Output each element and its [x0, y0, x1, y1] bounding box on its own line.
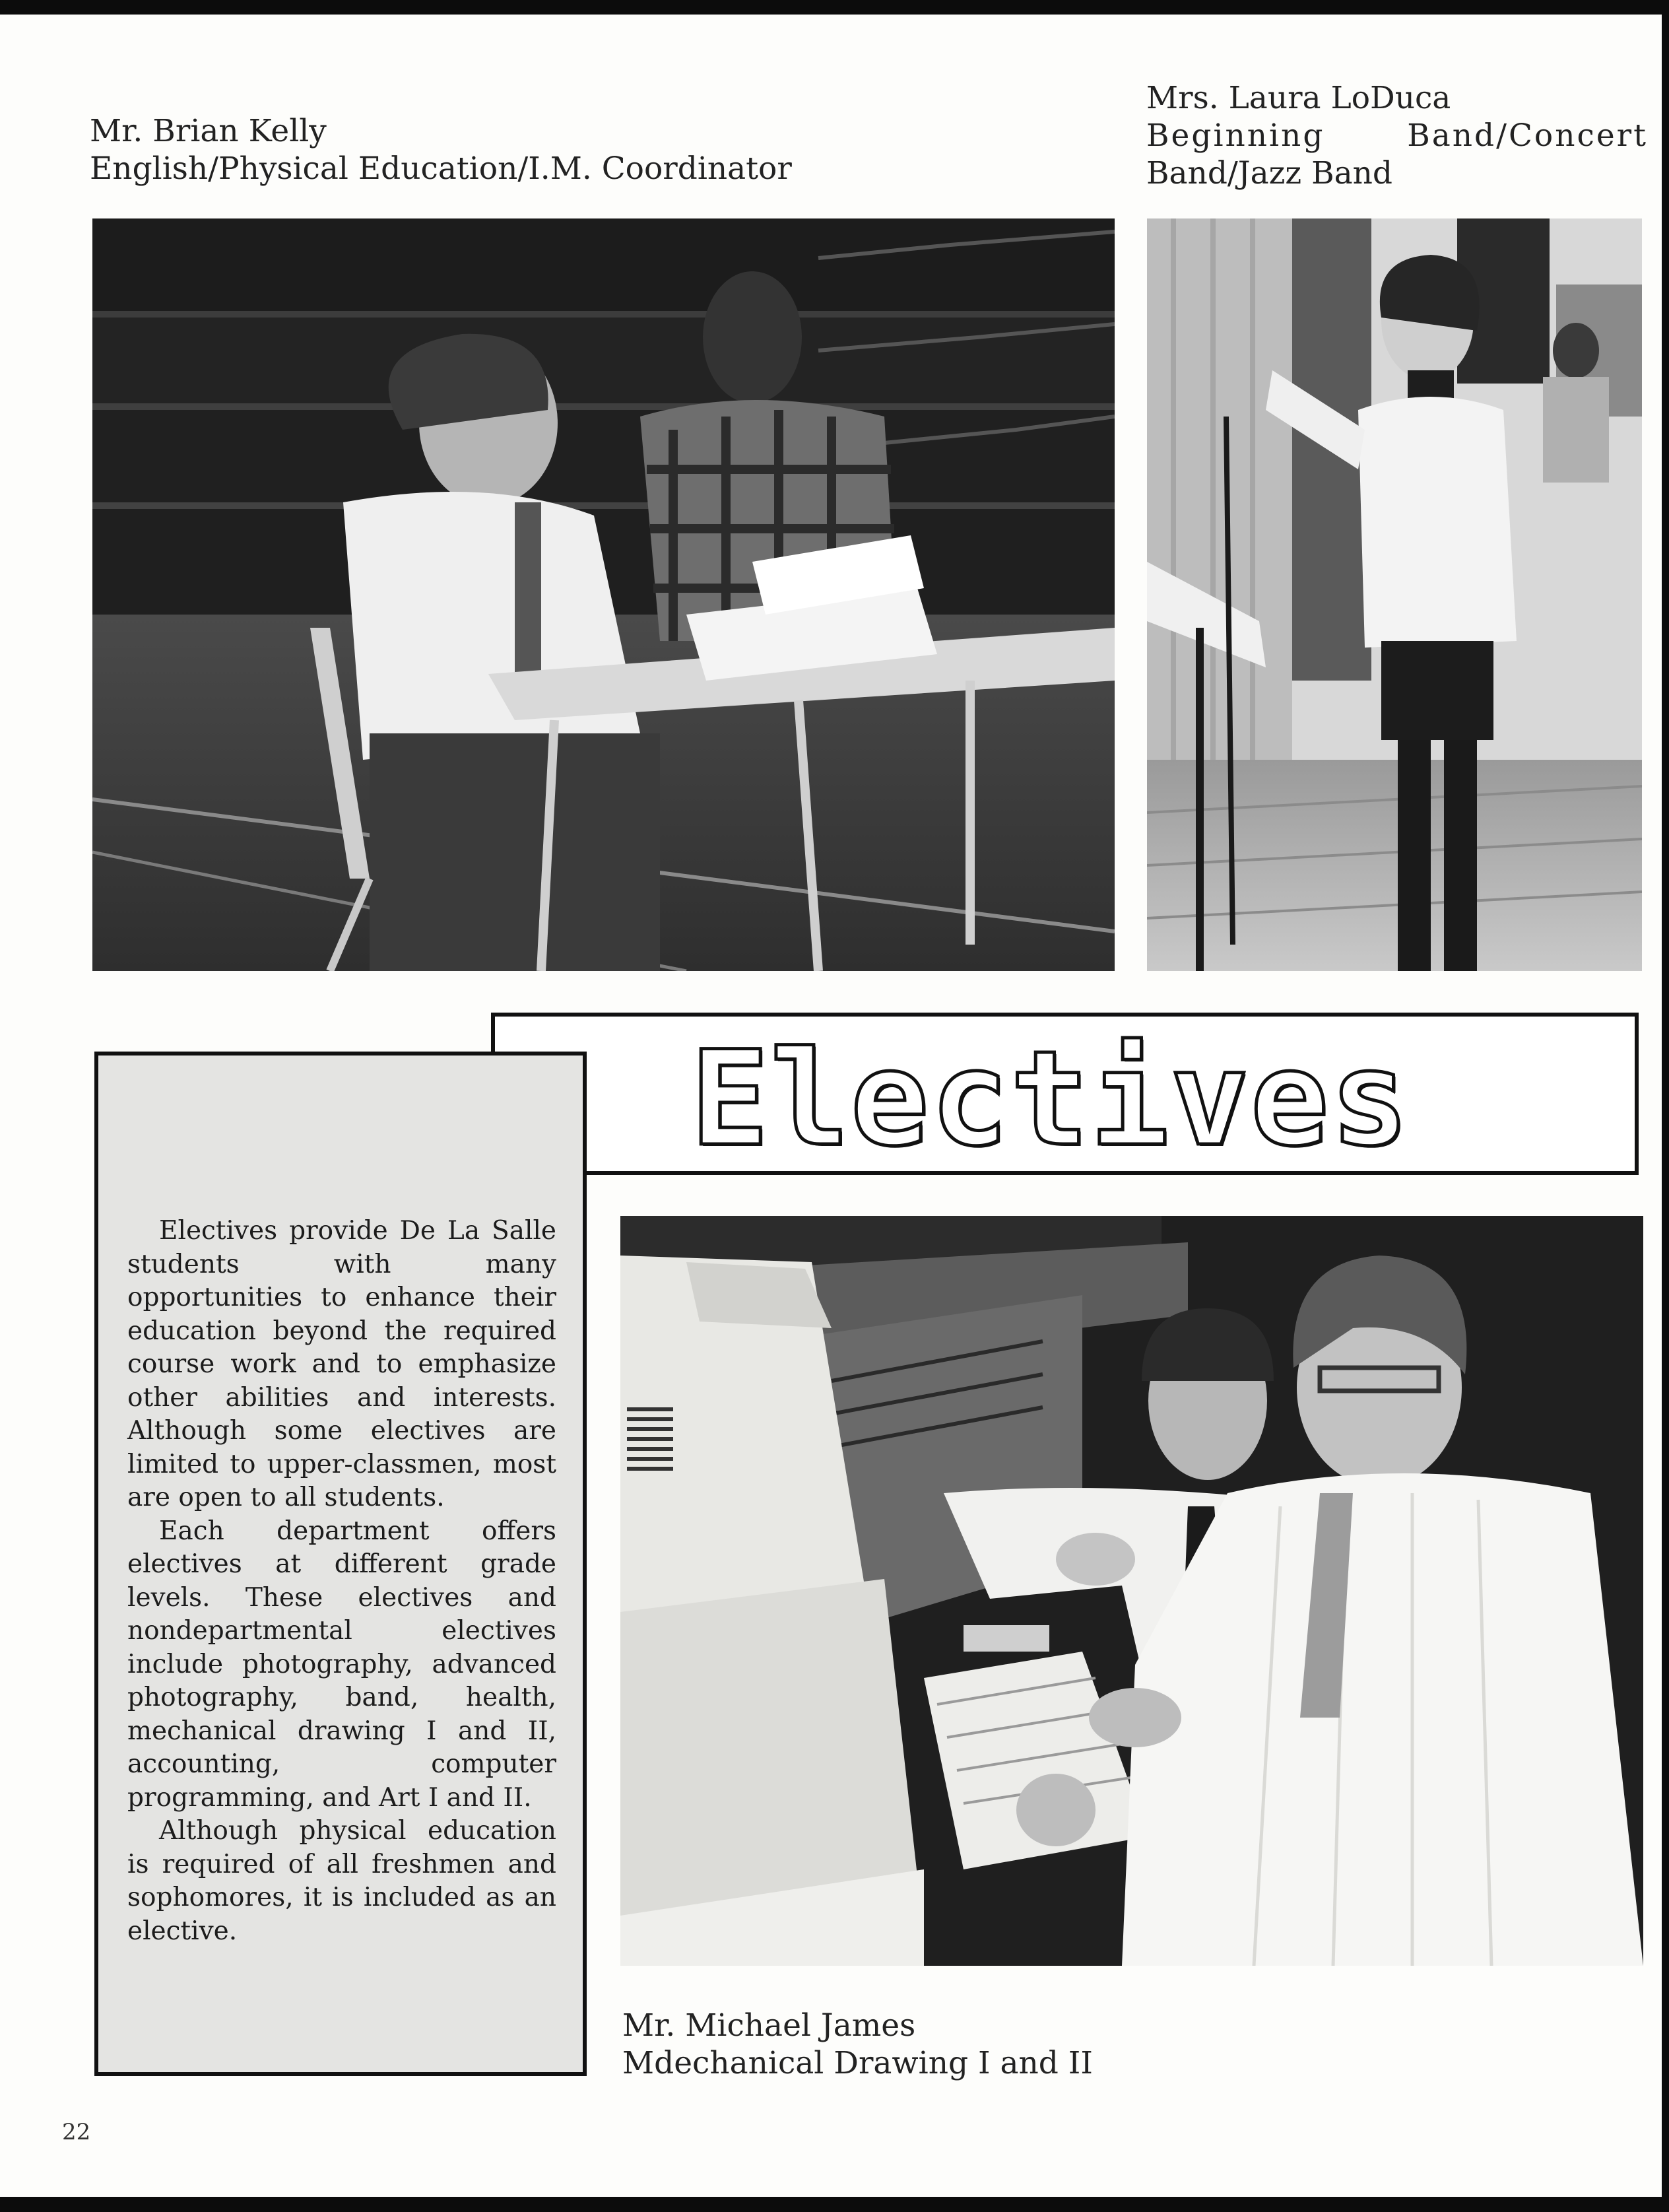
- page-title: Electives: [690, 1022, 1410, 1175]
- photo-james-computer: [620, 1216, 1643, 1966]
- caption-loduca-role-line1: [1146, 117, 1648, 154]
- photo-loduca-conducting: [1147, 218, 1642, 971]
- caption-loduca-role-line2: Band/Jazz Band: [1146, 155, 1392, 191]
- body-paragraph-3: Although physical education is required of all freshmen and sophomores, it is included as an elective.: [127, 1816, 556, 1946]
- scan-border-right: [1662, 0, 1669, 2212]
- caption-loduca-role-right: Band/Concert: [1407, 117, 1648, 154]
- caption-loduca-role-left: Beginning: [1146, 117, 1325, 154]
- caption-loduca: [1146, 79, 1648, 192]
- caption-james: [622, 2007, 1216, 2082]
- caption-kelly-name: Mr. Brian Kelly: [90, 113, 327, 149]
- photo-kelly-gym: [92, 218, 1115, 971]
- body-paragraph-2: Each department offers electives at different grade levels. These electives and nondepartmental electives include photography, advanced photography, band, health, mechanical drawing I and II, accounting, computer programming, and Art I and II.: [127, 1516, 556, 1813]
- page-number: 22: [62, 2119, 91, 2145]
- scan-border-bottom: [0, 2197, 1669, 2212]
- caption-kelly: [90, 112, 882, 187]
- caption-james-name: Mr. Michael James: [622, 2007, 916, 2044]
- caption-james-role: Mdechanical Drawing I and II: [622, 2045, 1093, 2081]
- caption-kelly-role: English/Physical Education/I.M. Coordinator: [90, 151, 792, 187]
- scan-border-top: [0, 0, 1669, 15]
- body-paragraph-1: Electives provide De La Salle students with many opportunities to enhance their education beyond the required course work and to emphasize other abilities and interests. Although some electives are limited to upper-classmen, most are open to all students.: [127, 1216, 556, 1512]
- electives-body-text: [127, 1215, 556, 1948]
- caption-loduca-name: Mrs. Laura LoDuca: [1146, 80, 1451, 116]
